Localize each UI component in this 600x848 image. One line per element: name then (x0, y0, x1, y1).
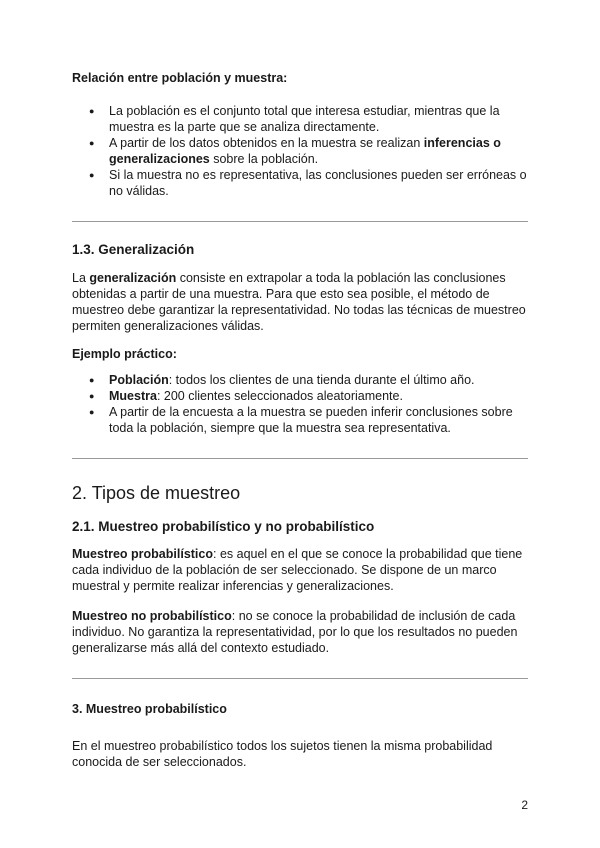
list-item-text: : todos los clientes de una tienda durante el último año. (168, 373, 475, 387)
paragraph-text: consiste en extrapolar a toda la población las conclusiones obtenidas a partir de una muestra. Para que esto sea posible, el método de muestreo debe garantizar la representatividad. No todas las técnicas de muestreo permiten generalizaciones válidas. (72, 271, 526, 333)
paragraph-bold: Muestreo no probabilístico (72, 609, 232, 623)
list-item (72, 135, 528, 167)
section-heading-muestreo-probabilistico: 3. Muestreo probabilístico (72, 702, 227, 716)
paragraph-bold: Muestreo probabilístico (72, 547, 213, 561)
generalizacion-paragraph (72, 270, 528, 334)
list-item-bold: Muestra (109, 389, 157, 403)
divider (72, 221, 528, 222)
list-item (72, 404, 528, 436)
list-item (72, 167, 528, 199)
page-number: 2 (521, 798, 528, 812)
paragraph-text: : no se conoce la probabilidad de inclusión de cada individuo. No garantiza la representatividad, por lo que los resultados no pueden generalizarse más allá del contexto estudiado. (72, 609, 518, 655)
list-item-text: A partir de la encuesta a la muestra se pueden inferir conclusiones sobre toda la población, siempre que la muestra sea representativa. (109, 405, 513, 435)
list-item (72, 372, 528, 388)
list-item-bold: inferencias o generalizaciones (109, 136, 501, 166)
subsection-heading-probabilistico: 2.1. Muestreo probabilístico y no probabilístico (72, 519, 375, 534)
relacion-heading: Relación entre población y muestra: (72, 71, 288, 85)
list-item-text: A partir de los datos obtenidos en la muestra se realizan (109, 136, 424, 150)
list-item-text: La población es el conjunto total que interesa estudiar, mientras que la muestra es la parte que se analiza directamente. (109, 104, 500, 134)
paragraph-text: La (72, 271, 90, 285)
list-item (72, 103, 528, 135)
muestreo-probabilistico-paragraph: En el muestreo probabilístico todos los sujetos tienen la misma probabilidad conocida de ser seleccionados. (72, 739, 493, 769)
section-heading-tipos: 2. Tipos de muestreo (72, 483, 241, 503)
divider (72, 678, 528, 679)
list-item (72, 388, 528, 404)
document-page (72, 70, 528, 770)
paragraph-bold: generalización (89, 271, 177, 285)
relacion-list (72, 103, 528, 199)
example-label: Ejemplo práctico: (72, 347, 177, 361)
section-heading-generalizacion: 1.3. Generalización (72, 242, 195, 257)
probabilistico-paragraph (72, 546, 528, 594)
example-list (72, 372, 528, 436)
list-item-text: sobre la población. (209, 152, 319, 166)
divider (72, 458, 528, 459)
paragraph-text: : es aquel en el que se conoce la probabilidad que tiene cada individuo de la población de ser seleccionado. Se dispone de un marco muestral y permite realizar inferencias y generalizaciones. (72, 547, 523, 593)
no-probabilistico-paragraph (72, 608, 528, 656)
list-item-bold: Población (109, 373, 169, 387)
list-item-text: : 200 clientes seleccionados aleatoriamente. (156, 389, 403, 403)
list-item-text: Si la muestra no es representativa, las conclusiones pueden ser erróneas o no válidas. (109, 168, 527, 198)
